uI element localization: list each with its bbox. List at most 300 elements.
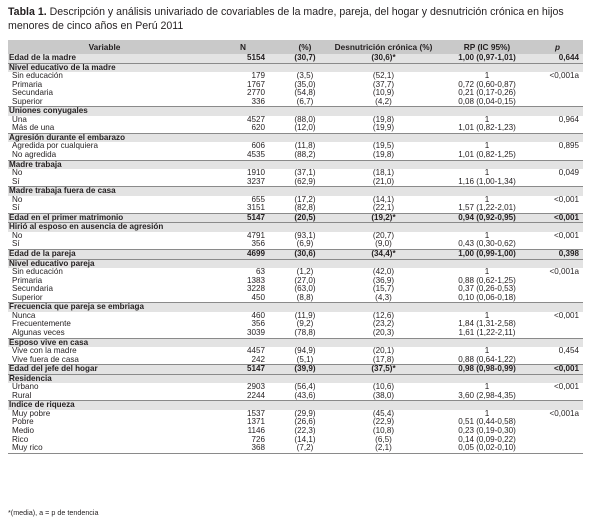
cell-n	[201, 107, 285, 116]
cell-desnutricion: (37,5)*	[325, 365, 442, 375]
cell-p	[532, 444, 583, 453]
cell-p	[532, 392, 583, 401]
cell-n: 3151	[201, 204, 285, 213]
cell-p	[532, 329, 583, 338]
table-row-variable	[8, 250, 583, 260]
table-row-category	[8, 89, 583, 98]
table-row-group	[8, 401, 583, 410]
cell-rp	[442, 187, 532, 196]
cell-desnutricion: (2,1)	[325, 444, 442, 453]
cell-n: 242	[201, 356, 285, 365]
cell-desnutricion: (17,8)	[325, 356, 442, 365]
cell-rp: 0,23 (0,19-0,30)	[458, 426, 516, 435]
cell-rp	[442, 374, 532, 383]
table-row-category	[8, 178, 583, 187]
cell-desnutricion: (12,6)	[372, 311, 395, 320]
table-row-category	[8, 320, 583, 329]
cell-p	[532, 240, 583, 249]
cell-rp: 1,00 (0,97-1,01)	[442, 54, 532, 63]
cell-desnutricion: (37,7)	[372, 80, 395, 89]
table-row-category	[8, 277, 583, 286]
table-caption-label: Tabla 1.	[8, 6, 47, 18]
cell-pct	[285, 107, 325, 116]
cell-pct: (9,2)	[296, 320, 314, 329]
cell-rp: 1	[484, 409, 490, 418]
cell-pct: (1,2)	[296, 268, 314, 277]
cell-rp: 0,14 (0,09-0,22)	[458, 435, 516, 444]
cell-rp: 0,88 (0,64-1,22)	[442, 356, 532, 365]
cell-pct: (82,8)	[285, 204, 325, 213]
cell-desnutricion: (38,0)	[325, 392, 442, 401]
cell-p	[532, 124, 583, 133]
table-row-category	[8, 268, 583, 277]
cell-pct: (37,1)	[294, 169, 316, 178]
cell-rp: 0,94 (0,92-0,95)	[442, 213, 532, 223]
cell-variable: Rico	[12, 435, 29, 444]
cell-n	[201, 374, 285, 383]
cell-n: 3228	[246, 285, 265, 294]
cell-variable: Uniones conyugales	[8, 107, 201, 116]
cell-pct: (20,5)	[285, 213, 325, 223]
cell-n: 4527	[246, 115, 265, 124]
cell-p	[532, 98, 583, 107]
cell-p: 0,895	[558, 142, 579, 151]
cell-rp: 0,51 (0,44-0,58)	[458, 418, 516, 427]
table-row-variable	[8, 213, 583, 223]
cell-variable: Edad de la pareja	[8, 250, 201, 260]
cell-p	[532, 81, 583, 90]
cell-variable: Sí	[8, 240, 201, 249]
cell-pct	[285, 259, 325, 268]
cell-pct	[285, 303, 325, 312]
table-row-category	[8, 124, 583, 133]
cell-desnutricion	[325, 303, 442, 312]
header-pct: (%)	[298, 41, 312, 52]
cell-variable: Muy rico	[8, 444, 201, 453]
cell-variable: No	[12, 231, 23, 240]
cell-desnutricion	[325, 133, 442, 142]
cell-n: 5147	[201, 213, 285, 223]
cell-n	[201, 63, 285, 72]
cell-variable: Rural	[8, 392, 201, 401]
cell-rp: 3,60 (2,98-4,35)	[442, 392, 532, 401]
table-row-group	[8, 338, 583, 347]
cell-p: 0,454	[558, 347, 579, 356]
cell-p	[532, 259, 583, 268]
cell-pct: (7,2)	[285, 444, 325, 453]
cell-variable: Índice de riqueza	[8, 401, 201, 410]
cell-pct: (54,8)	[294, 89, 316, 98]
table-row-category	[8, 418, 583, 427]
cell-variable: Una	[12, 115, 27, 124]
cell-rp: 1	[484, 383, 490, 392]
table-caption	[8, 6, 583, 33]
cell-rp: 0,72 (0,60-0,87)	[458, 80, 516, 89]
cell-p	[532, 285, 583, 294]
cell-p	[532, 320, 583, 329]
cell-variable: Agresión durante el embarazo	[8, 133, 201, 142]
cell-variable: Pobre	[12, 418, 34, 427]
cell-variable: Madre trabaja	[8, 160, 201, 169]
cell-p	[532, 63, 583, 72]
cell-desnutricion: (42,0)	[372, 268, 395, 277]
cell-rp: 1,57 (1,22-2,01)	[442, 204, 532, 213]
cell-pct: (88,2)	[285, 151, 325, 160]
table-row-category	[8, 169, 583, 178]
cell-variable: Edad en el primer matrimonio	[8, 213, 201, 223]
cell-pct: (3,5)	[296, 72, 314, 81]
cell-desnutricion: (20,7)	[372, 231, 395, 240]
cell-desnutricion	[325, 187, 442, 196]
table-row-category	[8, 312, 583, 321]
cell-p	[532, 133, 583, 142]
table-row-category	[8, 81, 583, 90]
cell-p	[532, 89, 583, 98]
table-row-category	[8, 240, 583, 249]
cell-p	[532, 338, 583, 347]
cell-n: 5154	[201, 54, 285, 63]
cell-rp: 0,21 (0,17-0,26)	[458, 89, 516, 98]
table-body	[8, 54, 583, 453]
cell-n: 3237	[201, 178, 285, 187]
cell-p	[532, 277, 583, 286]
cell-desnutricion: (4,3)	[325, 294, 442, 303]
cell-pct	[285, 338, 325, 347]
table-row-category	[8, 356, 583, 365]
cell-pct	[285, 187, 325, 196]
cell-n	[201, 223, 285, 232]
cell-rp	[442, 133, 532, 142]
cell-pct: (63,0)	[294, 285, 316, 294]
cell-rp: 0,43 (0,30-0,62)	[442, 240, 532, 249]
cell-pct: (5,1)	[285, 356, 325, 365]
cell-p: <0,001	[532, 213, 583, 223]
cell-n: 460	[251, 311, 265, 320]
cell-desnutricion: (34,4)*	[325, 250, 442, 260]
covariates-table	[8, 40, 583, 454]
cell-rp: 1	[484, 347, 490, 356]
cell-desnutricion: (15,7)	[372, 285, 395, 294]
cell-rp: 1,01 (0,82-1,25)	[442, 151, 532, 160]
cell-n	[201, 259, 285, 268]
cell-pct: (30,7)	[285, 54, 325, 63]
cell-n	[201, 338, 285, 347]
cell-rp: 0,08 (0,04-0,15)	[442, 98, 532, 107]
cell-pct: (26,6)	[294, 418, 316, 427]
table-row-category	[8, 142, 583, 151]
cell-n: 1910	[246, 169, 265, 178]
cell-p: <0,001	[554, 383, 579, 392]
cell-variable: Nunca	[12, 311, 36, 320]
cell-variable: Frecuencia que pareja se embriaga	[8, 303, 201, 312]
cell-variable: Sí	[8, 178, 201, 187]
cell-desnutricion: (6,5)	[375, 435, 392, 444]
table-row-group	[8, 259, 583, 268]
cell-n: 3039	[201, 329, 285, 338]
cell-n: 4791	[246, 231, 265, 240]
cell-pct	[285, 160, 325, 169]
cell-p: <0,001	[532, 365, 583, 375]
cell-n: 4457	[246, 347, 265, 356]
cell-rp: 1,61 (1,22-2,11)	[442, 329, 532, 338]
cell-variable: Sin educación	[12, 72, 63, 81]
table-row-group	[8, 303, 583, 312]
cell-pct: (22,3)	[294, 426, 316, 435]
cell-rp: 1	[484, 195, 490, 204]
cell-n: 2770	[246, 89, 265, 98]
cell-pct: (62,9)	[285, 178, 325, 187]
cell-desnutricion	[325, 374, 442, 383]
cell-rp: 0,98 (0,98-0,99)	[442, 365, 532, 375]
cell-rp: 1	[484, 231, 490, 240]
cell-variable: Secundaria	[12, 285, 53, 294]
cell-desnutricion: (19,8)	[325, 151, 442, 160]
cell-variable: Sí	[8, 204, 201, 213]
cell-pct	[285, 223, 325, 232]
cell-n: 368	[201, 444, 285, 453]
table-row-group	[8, 223, 583, 232]
cell-pct: (56,4)	[294, 383, 316, 392]
cell-desnutricion: (36,9)	[372, 276, 395, 285]
cell-pct: (27,0)	[294, 276, 316, 285]
cell-rp: 0,88 (0,62-1,25)	[458, 276, 516, 285]
cell-p: <0,001	[554, 195, 579, 204]
table-row-category	[8, 196, 583, 205]
cell-p	[532, 187, 583, 196]
table-row-category	[8, 427, 583, 436]
cell-variable: Vive fuera de casa	[8, 356, 201, 365]
cell-rp: 1,84 (1,31-2,58)	[458, 320, 516, 329]
cell-n: 356	[251, 320, 265, 329]
cell-n: 620	[201, 124, 285, 133]
cell-p	[532, 303, 583, 312]
table-header-row	[8, 40, 583, 54]
cell-variable: Nivel educativo de la madre	[8, 63, 201, 72]
cell-rp	[442, 160, 532, 169]
cell-desnutricion: (18,1)	[372, 169, 395, 178]
cell-variable: Edad de la madre	[8, 54, 201, 63]
cell-pct	[285, 374, 325, 383]
cell-p	[532, 374, 583, 383]
cell-n: 1767	[246, 80, 265, 89]
cell-desnutricion: (23,2)	[372, 320, 395, 329]
cell-desnutricion: (10,9)	[372, 89, 395, 98]
cell-n: 606	[251, 142, 265, 151]
cell-pct: (35,0)	[294, 80, 316, 89]
cell-rp: 1	[484, 142, 490, 151]
cell-p: 0,049	[558, 169, 579, 178]
table-row-category	[8, 232, 583, 241]
table-row-category	[8, 98, 583, 107]
table-row-variable	[8, 54, 583, 63]
cell-p	[532, 223, 583, 232]
cell-variable: Más de una	[8, 124, 201, 133]
cell-variable: Sin educación	[12, 268, 63, 277]
cell-n: 336	[201, 98, 285, 107]
cell-n: 63	[255, 268, 265, 277]
cell-n	[201, 160, 285, 169]
table-row-group	[8, 107, 583, 116]
cell-variable: Nivel educativo pareja	[8, 259, 201, 268]
cell-rp: 1,00 (0,99-1,00)	[442, 250, 532, 260]
cell-desnutricion: (14,1)	[372, 195, 395, 204]
header-n: N	[240, 41, 246, 52]
cell-rp: 0,37 (0,26-0,53)	[458, 285, 516, 294]
cell-p: 0,644	[532, 54, 583, 63]
cell-desnutricion: (20,1)	[372, 347, 395, 356]
cell-desnutricion	[325, 107, 442, 116]
cell-desnutricion	[325, 63, 442, 72]
cell-pct: (8,8)	[285, 294, 325, 303]
cell-p	[532, 427, 583, 436]
table-caption-text: Descripción y análisis univariado de covariables de la madre, pareja, del hogar y desnutrición crónica en hijos menores de cinco años en Perú 2011	[8, 6, 564, 32]
cell-rp	[442, 401, 532, 410]
cell-desnutricion	[325, 338, 442, 347]
cell-n: 655	[251, 195, 265, 204]
cell-variable: Hirió al esposo en ausencia de agresión	[8, 223, 201, 232]
cell-pct	[285, 63, 325, 72]
cell-variable: Muy pobre	[12, 409, 51, 418]
cell-desnutricion	[325, 160, 442, 169]
cell-variable: Esposo vive en casa	[8, 338, 201, 347]
cell-desnutricion: (45,4)	[372, 409, 395, 418]
cell-desnutricion: (4,2)	[325, 98, 442, 107]
cell-p	[532, 160, 583, 169]
cell-p: <0,001a	[549, 72, 579, 81]
cell-rp: 0,05 (0,02-0,10)	[442, 444, 532, 453]
cell-n: 5147	[201, 365, 285, 375]
table-row-group	[8, 133, 583, 142]
table-row-category	[8, 151, 583, 160]
cell-rp	[442, 259, 532, 268]
table-row-group	[8, 160, 583, 169]
table-row-category	[8, 329, 583, 338]
cell-p: 0,398	[532, 250, 583, 260]
table-row-category	[8, 410, 583, 419]
cell-n: 2903	[246, 383, 265, 392]
cell-pct: (39,9)	[285, 365, 325, 375]
cell-desnutricion: (19,2)*	[325, 213, 442, 223]
cell-variable: Medio	[12, 426, 35, 435]
cell-variable: Madre trabaja fuera de casa	[8, 187, 201, 196]
cell-pct: (6,9)	[285, 240, 325, 249]
cell-desnutricion: (21,0)	[325, 178, 442, 187]
cell-variable: Primaria	[12, 80, 43, 89]
cell-variable: Residencia	[8, 374, 201, 383]
cell-rp: 0,10 (0,06-0,18)	[442, 294, 532, 303]
cell-rp: 1	[484, 311, 490, 320]
cell-rp: 1	[484, 169, 490, 178]
header-variable: Variable	[88, 41, 121, 52]
cell-n: 4535	[201, 151, 285, 160]
cell-p	[532, 107, 583, 116]
cell-desnutricion: (9,0)	[325, 240, 442, 249]
table-row-group	[8, 187, 583, 196]
header-p: p	[554, 41, 561, 52]
cell-n	[201, 303, 285, 312]
cell-p: <0,001	[554, 231, 579, 240]
cell-p	[532, 294, 583, 303]
table-row-category	[8, 392, 583, 401]
cell-desnutricion	[325, 259, 442, 268]
cell-pct: (43,6)	[285, 392, 325, 401]
cell-variable: No agredida	[8, 151, 201, 160]
cell-rp: 1	[484, 115, 490, 124]
cell-variable: Superior	[8, 98, 201, 107]
table-row-category	[8, 347, 583, 356]
table-row-group	[8, 374, 583, 383]
cell-n	[201, 133, 285, 142]
table-row-category	[8, 204, 583, 213]
cell-n: 1383	[246, 276, 265, 285]
table-row-variable	[8, 365, 583, 375]
cell-variable: Edad del jefe del hogar	[8, 365, 201, 375]
table-header	[8, 40, 583, 54]
cell-desnutricion: (19,5)	[372, 142, 395, 151]
cell-variable: Superior	[8, 294, 201, 303]
cell-variable: Secundaria	[12, 89, 53, 98]
cell-pct: (14,1)	[294, 435, 316, 444]
cell-pct: (17,2)	[294, 195, 316, 204]
cell-p: <0,001	[554, 311, 579, 320]
cell-p: <0,001a	[549, 409, 579, 418]
cell-p: 0,964	[558, 115, 579, 124]
cell-rp: 1	[484, 72, 490, 81]
cell-desnutricion: (19,8)	[372, 115, 395, 124]
cell-desnutricion: (10,6)	[372, 383, 395, 392]
cell-pct: (6,7)	[285, 98, 325, 107]
cell-desnutricion	[325, 223, 442, 232]
cell-pct	[285, 401, 325, 410]
cell-p	[532, 436, 583, 445]
table-row-category	[8, 444, 583, 453]
table-row-category	[8, 294, 583, 303]
cell-pct: (11,8)	[294, 142, 316, 151]
cell-rp	[442, 107, 532, 116]
cell-rp	[442, 223, 532, 232]
cell-pct: (78,8)	[285, 329, 325, 338]
cell-rp	[442, 63, 532, 72]
cell-n	[201, 401, 285, 410]
cell-p	[532, 204, 583, 213]
cell-n: 2244	[201, 392, 285, 401]
table-row-category	[8, 72, 583, 81]
cell-pct: (94,9)	[294, 347, 316, 356]
cell-n: 1371	[246, 418, 265, 427]
cell-p	[532, 151, 583, 160]
cell-desnutricion: (22,1)	[325, 204, 442, 213]
cell-variable: Algunas veces	[8, 329, 201, 338]
cell-p	[532, 401, 583, 410]
cell-rp: 1	[484, 268, 490, 277]
cell-n	[201, 187, 285, 196]
cell-rp	[442, 303, 532, 312]
table-footnote: *(media), a = p de tendencia	[8, 508, 99, 517]
cell-n: 356	[201, 240, 285, 249]
cell-variable: Primaria	[12, 276, 43, 285]
cell-rp: 1,16 (1,00-1,34)	[442, 178, 532, 187]
cell-desnutricion: (10,8)	[372, 426, 395, 435]
cell-desnutricion: (20,3)	[325, 329, 442, 338]
cell-variable: Vive con la madre	[12, 347, 77, 356]
table-row-category	[8, 285, 583, 294]
cell-n: 179	[251, 72, 265, 81]
table-row-category	[8, 436, 583, 445]
cell-pct: (11,9)	[294, 311, 316, 320]
cell-pct: (88,0)	[294, 115, 316, 124]
table-row-group	[8, 63, 583, 72]
cell-p	[532, 418, 583, 427]
